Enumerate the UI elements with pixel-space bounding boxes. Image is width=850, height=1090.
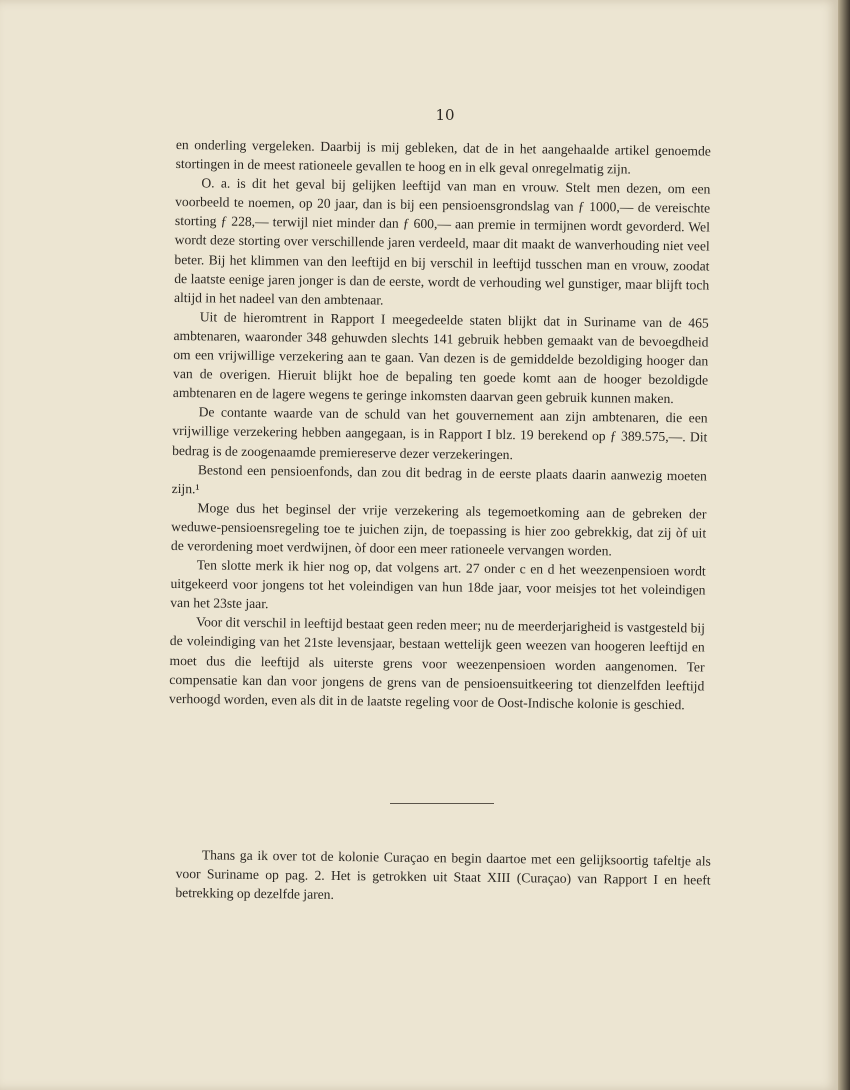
- page-edge: [838, 0, 850, 1090]
- paragraph-7: Ten slotte merk ik hier nog op, dat volgens art. 27 onder c en d het weezenpensioen wordt uitgekeerd voor jongens tot het voleindigen van hun 18de jaar, voor meisjes tot het voleindigen van het 23ste jaar.: [170, 557, 706, 612]
- closing-paragraph: Thans ga ik over tot de kolonie Curaçao en begin daartoe met een gelijksoortig tafeltje als voor Suriname op pag. 2. Het is getrokken uit Staat XIII (Curaçao) van Rapport I en heeft betrekking op dezelfde jaren.: [175, 847, 711, 903]
- body-text: [169, 135, 711, 714]
- paragraph-4: De contante waarde van de schuld van het gouvernement aan zijn ambtenaren, die een vrijwillige verzekering hebben aangegaan, is in Rapport I blz. 19 berekend op ƒ 389.575,—. Dit bedrag is de zoogenaamde premiereserve dezer verzekeringen.: [172, 404, 708, 462]
- page-number: 10: [435, 106, 455, 124]
- paragraph-8: Voor dit verschil in leeftijd bestaat geen reden meer; nu de meerderjarigheid is vastgesteld bij de voleindiging van het 21ste levensjaar, bestaan wettelijk geen weezen van hoogeren leeftijd en moet dus die leeftijd als uiterste grens voor weezenpensioen worden aangenomen. Ter compensatie kan dan voor jongens de grens van de pensioensuitkeering tot dienzelfden leeftijd verhoogd worden, even als dit in de laatste regeling voor de Oost-Indische kolonie is geschied.: [169, 614, 706, 712]
- paragraph-3: Uit de hieromtrent in Rapport I meegedeelde staten blijkt dat in Suriname van de 465 ambtenaren, waaronder 348 gehuwden slechts 141 gebruik hebben gemaakt van de bevoegdheid om een vrijwillige verzekering aan te gaan. Van dezen is de gemiddelde bezoldiging hooger dan van de overigen. Hieruit blijkt hoe de bepaling ten goede komt aan de hooger bezoldigde ambtenaren en de lagere wegens te geringe inkomsten daarvan geen gebruik kunnen maken.: [172, 309, 709, 407]
- paragraph-6: Moge dus het beginsel der vrije verzekering als tegemoetkoming aan de gebreken der weduwe-pensioensregeling toe te juichen zijn, de toepassing is hier zoo gebrekkig, dat zij òf uit de verordening moet verdwijnen, òf door een meer rationeele vervangen worden.: [170, 500, 707, 559]
- paragraph-1: en onderling vergeleken. Daarbij is mij gebleken, dat de in het aangehaalde artikel genoemde stortingen in de meest rationeele gevallen te hoog en in elk geval onregelmatig zijn.: [175, 136, 711, 177]
- closing-text: [175, 845, 711, 909]
- paragraph-2: O. a. is dit het geval bij gelijken leeftijd van man en vrouw. Stelt men dezen, om een voorbeeld te noemen, op 20 jaar, dan is bij een pensioensgrondslag van ƒ 1000,— de vereischte storting ƒ 228,— terwijl niet minder dan ƒ 600,— aan premie in termijnen wordt gevorderd. Wel wordt deze storting over verschillende jaren verdeeld, maar dit maakt de wanverhouding niet veel beter. Bij het klimmen van den leeftijd en bij verschil in leeftijd tusschen man en vrouw, zoodat de laatste eenige jaren jonger is dan de eerste, wordt de verhouding wel gunstiger, maar blijft toch altijd in het nadeel van den ambtenaar.: [173, 175, 711, 308]
- section-divider: [390, 803, 494, 804]
- paragraph-5: Bestond een pensioenfonds, dan zou dit bedrag in de eerste plaats daarin aanwezig moeten zijn.¹: [171, 461, 707, 497]
